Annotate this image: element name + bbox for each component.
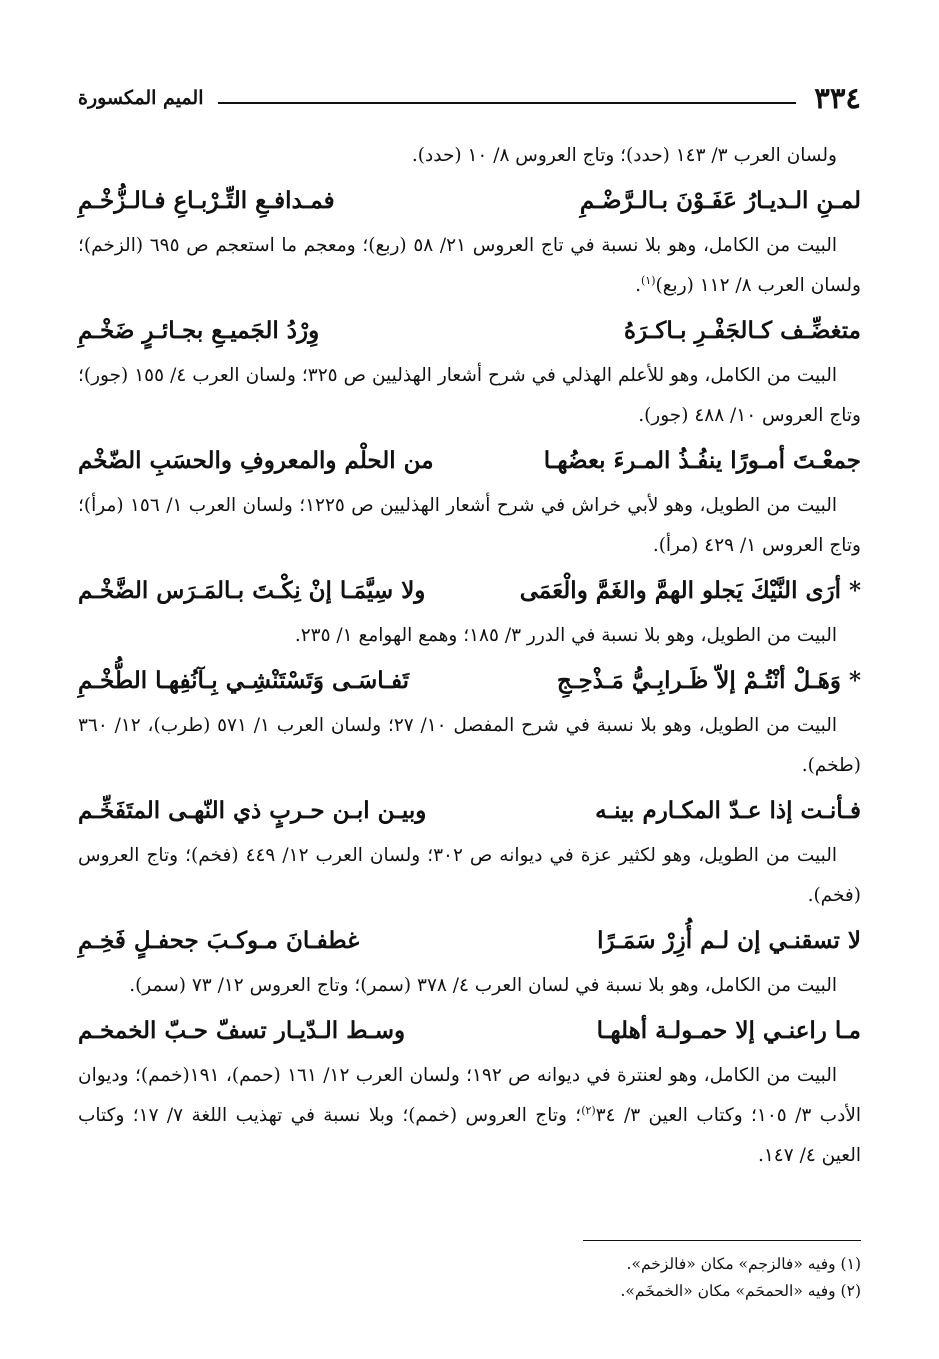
footnotes — [78, 1240, 861, 1305]
verse-hemistich-second: من الحلْم والمعروفِ والحسَبِ الضّخْم — [78, 447, 434, 474]
page-body — [78, 136, 861, 1176]
citation-text: البيت من الكامل، وهو للأعلم الهذلي في شرح أشعار الهذليين ص ٣٢٥؛ ولسان العرب ٤/ ١٥٥ (جور)؛ وتاج العروس ١٠/ ٤٨٨ (جور). — [78, 365, 861, 426]
verse-line — [78, 566, 861, 616]
verse-hemistich-second: وِرْدُ الجَميـعِ بجـائـرٍ ضَخْـمِ — [78, 317, 320, 344]
citation-text: البيت من الكامل، وهو لعنترة في ديوانه ص ١٩٢؛ ولسان العرب ١٢/ ١٦١ (حمم)، ١٩١(خمم)؛ وديوان الأدب ٣/ ١٠٥؛ وكتاب العين ٣/ ٣٤ — [78, 1065, 862, 1126]
verse-line — [78, 656, 861, 706]
verse-hemistich-second: فمـدافـعِ التِّـرْبـاعِ فـالـزُّخْـمِ — [78, 187, 335, 214]
verse-citation — [78, 356, 861, 436]
verse-entry — [78, 1006, 861, 1176]
footnote-ref[interactable]: (١) — [640, 273, 656, 287]
verse-entry — [78, 306, 861, 436]
verse-hemistich-second: غطفـانَ مـوكـبَ جحفـلٍ فَخِـمِ — [78, 927, 360, 954]
page-number: ٣٣٤ — [814, 81, 861, 115]
footnote-2: (٢) وفيه «الحمحَم» مكان «الخمخَم». — [620, 1282, 861, 1300]
verse-entry — [78, 566, 861, 656]
verse-citation — [78, 616, 861, 656]
verse-citation — [78, 226, 861, 306]
verse-entry — [78, 786, 861, 916]
citation-text: البيت من الطويل، وهو لأبي خراش في شرح أشعار الهذليين ص ١٢٢٥؛ ولسان العرب ١/ ١٥٦ (مرأ)؛ وتاج العروس ١/ ٤٢٩ (مرأ). — [78, 495, 861, 556]
verse-hemistich-first: فـأنـت إذا عـدّ المكـارم بينـه — [595, 797, 861, 824]
verse-entry — [78, 176, 861, 306]
verse-entry — [78, 656, 861, 786]
footnote-1: (١) وفيه «فالزجم» مكان «فالزخم». — [626, 1255, 861, 1273]
citation-text: البيت من الطويل، وهو بلا نسبة في الدرر ٣/ ١٨٥؛ وهمع الهوامع ١/ ٢٣٥. — [294, 625, 837, 646]
verse-hemistich-second: تَفـاسَـى وَتَسْتَنْشِـي بِـآنُفِهـا الطُّخْـمِ — [78, 667, 410, 694]
footnote-ref[interactable]: (٢) — [581, 1103, 596, 1117]
running-title: الميم المكسورة — [78, 87, 204, 109]
verse-hemistich-first: * وَهَـلْ أنْتُـمْ إلاّ ظَـرابِـيُّ مَـذْحِـجِ — [556, 667, 861, 694]
verse-hemistich-first: لا تسقنـي إن لـم أُزِرْ سَمَـرًا — [597, 927, 861, 954]
citation-tail: ؛ وتاج العروس (خمم)؛ وبلا نسبة في تهذيب اللغة ٧/ ١٧؛ وكتاب العين ٤/ ١٤٧. — [78, 1105, 861, 1166]
verse-hemistich-first: مـا راعنـي إلا حمـولـة أهلهـا — [596, 1017, 861, 1044]
verse-line — [78, 786, 861, 836]
verse-hemistich-second: وسـط الـدّيـار تسفّ حـبّ الخمخـم — [78, 1017, 406, 1044]
verse-line — [78, 436, 861, 486]
footnote-rule — [583, 1240, 861, 1241]
verse-entry — [78, 916, 861, 1006]
verse-hemistich-first: * أرَى النَّيْكَ يَجلو الهمَّ والغَمَّ والْعَمَى — [519, 577, 861, 604]
verse-citation — [78, 836, 861, 916]
citation-text: البيت من الكامل، وهو بلا نسبة في لسان العرب ٤/ ٣٧٨ (سمر)؛ وتاج العروس ١٢/ ٧٣ (سمر). — [129, 975, 837, 996]
verse-citation — [78, 1056, 861, 1176]
verse-hemistich-second: وبيـن ابـن حـربٍ ذي النّهـى المتَفَخِّـم — [78, 797, 427, 824]
verse-line — [78, 306, 861, 356]
citation-text: البيت من الطويل، وهو لكثير عزة في ديوانه ص ٣٠٢؛ ولسان العرب ١٢/ ٤٤٩ (فخم)؛ وتاج العروس (فخم). — [78, 845, 861, 906]
header-rule — [218, 102, 797, 104]
verse-line — [78, 176, 861, 226]
citation-text: البيت من الطويل، وهو بلا نسبة في شرح المفصل ١٠/ ٢٧؛ ولسان العرب ١/ ٥٧١ (طرب)، ١٢/ ٣٦٠ (طخم). — [78, 715, 861, 776]
verse-citation — [78, 486, 861, 566]
verse-hemistich-first: لمـنِ الـديـارُ عَفَـوْنَ بـالـرَّضْـمِ — [579, 187, 861, 214]
verse-hemistich-first: جمعْـتَ أمـورًا ينفُـذُ المـرءَ بعضُهـا — [543, 447, 861, 474]
intro-line: ولسان العرب ٣/ ١٤٣ (حدد)؛ وتاج العروس ٨/ ١٠ (حدد). — [411, 145, 837, 166]
citation-text: البيت من الكامل، وهو بلا نسبة في تاج العروس ٢١/ ٥٨ (ربع)؛ ومعجم ما استعجم ص ٦٩٥ (الزخم)؛ ولسان العرب ٨/ ١١٢ (ربع) — [78, 235, 861, 296]
verse-hemistich-second: ولا سِيَّمَـا إنْ نِكْـتَ بـالمَـرَس الضَّخْـم — [78, 577, 426, 604]
page-header — [78, 80, 861, 116]
verse-entry — [78, 436, 861, 566]
verse-citation — [78, 706, 861, 786]
verse-line — [78, 1006, 861, 1056]
verse-line — [78, 916, 861, 966]
verse-hemistich-first: متغضِّـف كـالجَفْـرِ بـاكـرَهُ — [623, 317, 861, 344]
verse-citation — [78, 966, 861, 1006]
citation-tail: . — [635, 275, 641, 296]
